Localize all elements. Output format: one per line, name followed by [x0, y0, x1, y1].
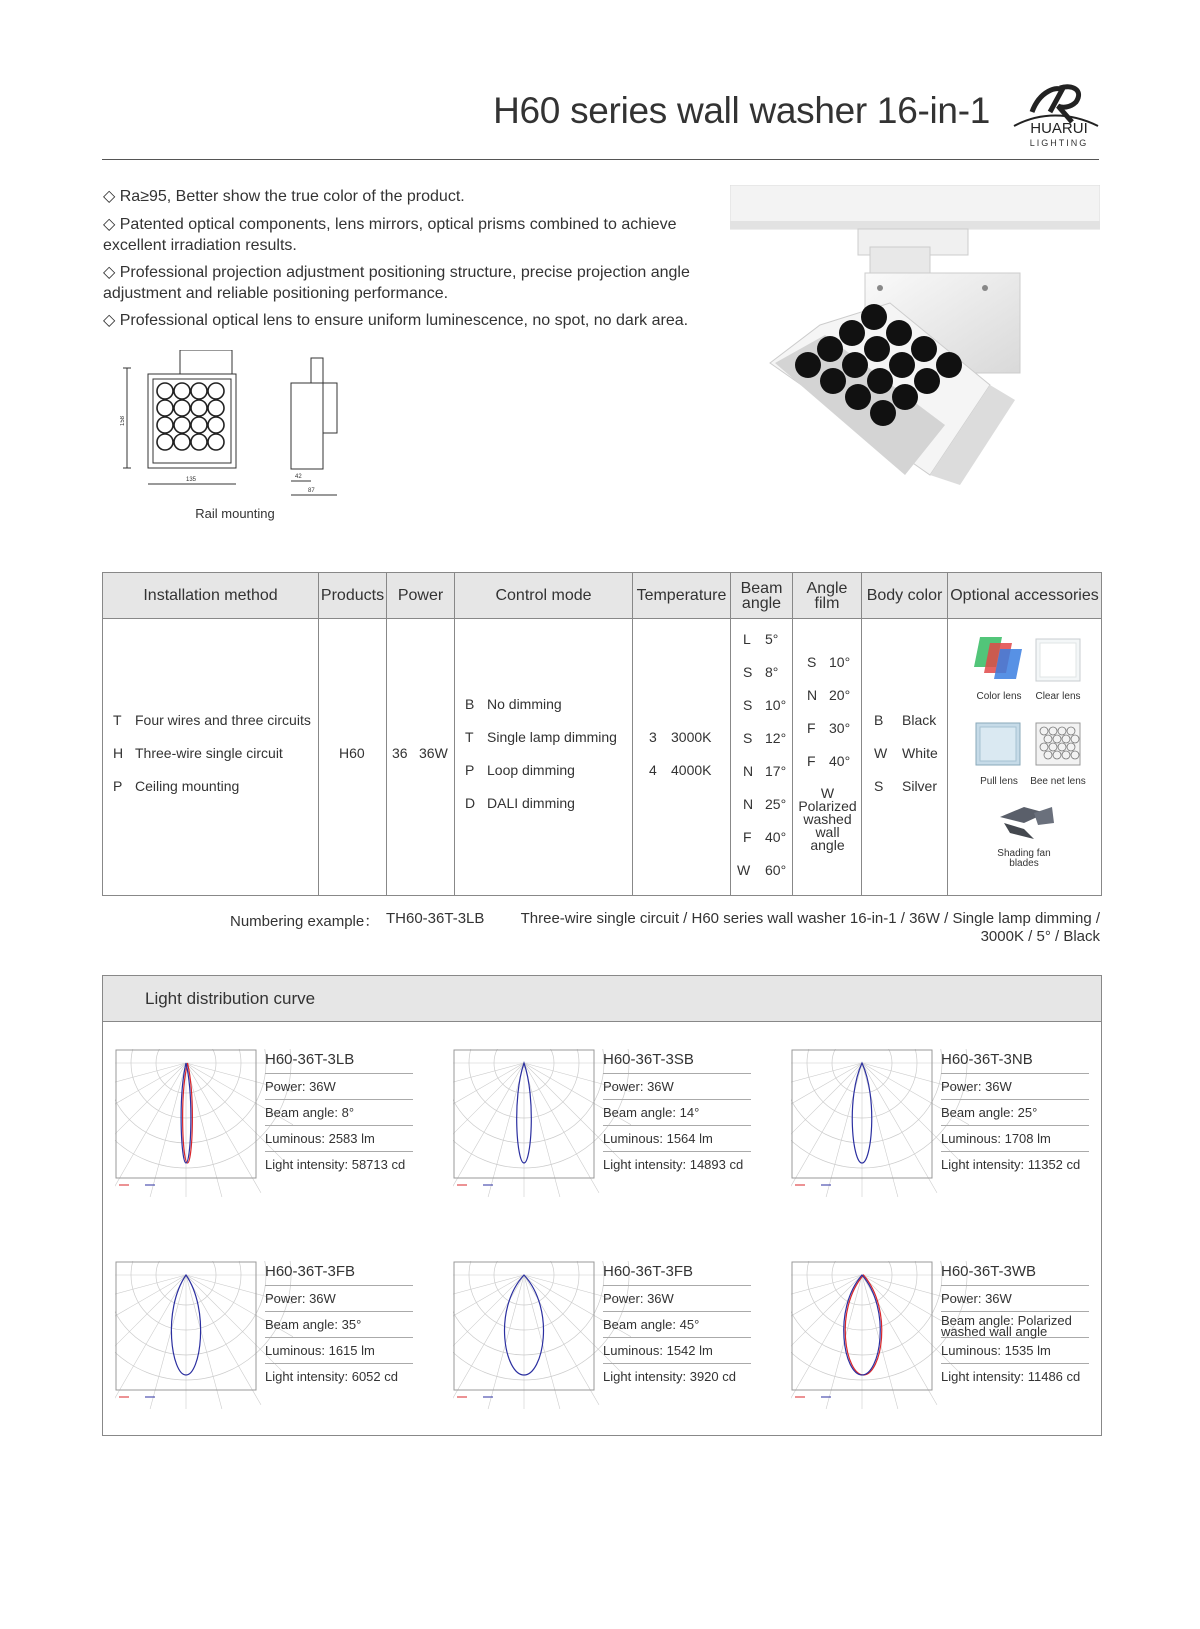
control-code: P [465, 762, 475, 778]
numbering-desc-line1: Three-wire single circuit / H60 series wall washer 16-in-1 / 36W / Single lamp dimming / [520, 910, 1100, 927]
control-option [465, 696, 562, 712]
curve-beam-angle: Beam angle: 35° [265, 1312, 413, 1338]
control-label: Loop dimming [487, 762, 575, 778]
header-installation: Installation method [103, 573, 319, 619]
beam-label: 5° [765, 631, 779, 647]
angle-film-w-code: W [820, 785, 835, 801]
angle-film-option [807, 687, 850, 703]
curve-model-name: H60-36T-3FB [265, 1263, 413, 1286]
installation-label: Four wires and three circuits [135, 712, 311, 728]
angle-film-label: 10° [829, 654, 851, 670]
beam-code: S [743, 697, 753, 713]
dim-width: 135 [186, 477, 197, 483]
header-angle-film [793, 573, 862, 619]
color-lens-icon [972, 633, 1026, 683]
clear-lens-label: Clear lens [1035, 691, 1081, 702]
header-accessories: Optional accessories [948, 573, 1101, 619]
light-distribution-title: Light distribution curve [145, 989, 316, 1008]
beam-code: F [743, 829, 752, 845]
temperature-code: 3 [649, 729, 657, 745]
dim-height: 158 [120, 415, 126, 426]
angle-film-option [807, 720, 850, 736]
temperature-code: 4 [649, 762, 657, 778]
curve-power: Power: 36W [265, 1074, 413, 1100]
curve-intensity: Light intensity: 14893 cd [603, 1157, 744, 1172]
logo-text: HUARUI [1030, 120, 1088, 137]
curve-info [603, 1263, 751, 1390]
curve-luminous: Luminous: 1564 lm [603, 1126, 751, 1152]
col-angle-film [793, 619, 862, 895]
installation-label: Three-wire single circuit [135, 745, 283, 761]
beam-code: N [743, 796, 754, 812]
col-power [387, 619, 455, 895]
col-body-color [862, 619, 948, 895]
beam-option [743, 730, 786, 746]
curve-luminous: Luminous: 1542 lm [603, 1338, 751, 1364]
beam-code: S [743, 664, 753, 680]
beam-code: S [743, 730, 753, 746]
curve-intensity: Light intensity: 11486 cd [941, 1369, 1081, 1384]
curve-beam-line2: washed wall angle [941, 1324, 1048, 1339]
body-code: B [874, 712, 884, 728]
curve-intensity: Light intensity: 58713 cd [265, 1157, 406, 1172]
beam-option [743, 796, 786, 812]
angle-film-code: F [807, 753, 816, 769]
beam-label: 8° [765, 664, 779, 680]
angle-film-polarized [793, 787, 862, 852]
body-option [874, 778, 937, 794]
curve-power: Power: 36W [265, 1286, 413, 1312]
col-beam-angle [731, 619, 793, 895]
curve-intensity: Light intensity: 3920 cd [603, 1369, 736, 1384]
header-body-color: Body color [862, 573, 948, 619]
curve-model-name: H60-36T-3WB [941, 1263, 1089, 1286]
light-distribution-section [102, 975, 1102, 1436]
installation-option [113, 778, 239, 794]
curve-info [941, 1051, 1089, 1178]
color-lens-label: Color lens [976, 691, 1022, 702]
clear-lens-icon [1034, 637, 1082, 683]
angle-film-code: N [807, 687, 818, 703]
control-option [465, 762, 575, 778]
col-products [319, 619, 387, 895]
angle-film-w-line2: washed [803, 811, 852, 827]
body-label: Black [902, 712, 937, 728]
temperature-option [649, 729, 711, 745]
curve-model-name: H60-36T-3SB [603, 1051, 751, 1074]
curve-beam-angle: Beam angle: 14° [603, 1100, 751, 1126]
angle-film-code: S [807, 654, 817, 670]
installation-code: P [113, 778, 123, 794]
installation-code: T [113, 712, 122, 728]
light-distribution-header [103, 976, 1101, 1022]
beam-label: 12° [765, 730, 787, 746]
header-divider [102, 159, 1099, 160]
spec-table [102, 572, 1102, 896]
power-code: 36 [392, 745, 408, 761]
dim-side1: 42 [295, 474, 302, 480]
angle-film-option [807, 654, 850, 670]
control-option [465, 729, 617, 745]
beam-option [743, 664, 778, 680]
curve-power: Power: 36W [941, 1286, 1089, 1312]
temperature-label: 4000K [671, 762, 712, 778]
control-label: Single lamp dimming [487, 729, 617, 745]
feature-lens: ◇ Professional optical lens to ensure uniform luminescence, no spot, no dark area. [103, 312, 689, 329]
col-temperature [633, 619, 731, 895]
body-option [874, 712, 936, 728]
control-code: T [465, 729, 474, 745]
bee-net-lens-label: Bee net lens [1030, 776, 1086, 787]
control-label: DALI dimming [487, 795, 575, 811]
curve-luminous: Luminous: 1708 lm [941, 1126, 1089, 1152]
curve-beam-angle: Beam angle: 25° [941, 1100, 1089, 1126]
body-label: Silver [902, 778, 938, 794]
beam-code: N [743, 763, 754, 779]
bee-net-lens-icon [1034, 721, 1082, 767]
installation-option [113, 712, 311, 728]
installation-code: H [113, 745, 124, 761]
shading-fan-label [984, 849, 1064, 869]
power-value: 36W [419, 745, 448, 761]
curve-luminous: Luminous: 2583 lm [265, 1126, 413, 1152]
body-code: W [874, 745, 888, 761]
control-code: D [465, 795, 476, 811]
col-control [455, 619, 633, 895]
curve-model-name: H60-36T-3LB [265, 1051, 413, 1074]
curve-model-name: H60-36T-3FB [603, 1263, 751, 1286]
header-beam-line2: angle [741, 594, 782, 612]
col-accessories [948, 619, 1101, 895]
curve-info [265, 1263, 413, 1390]
installation-option [113, 745, 283, 761]
curve-power: Power: 36W [941, 1074, 1089, 1100]
control-label: No dimming [487, 696, 562, 712]
beam-option [743, 829, 786, 845]
header-control: Control mode [455, 573, 633, 619]
curve-beam-line1: Beam angle: Polarized [941, 1313, 1072, 1328]
beam-option [743, 631, 778, 647]
curve-power: Power: 36W [603, 1286, 751, 1312]
numbering-label: Numbering example： [230, 913, 380, 930]
beam-label: 10° [765, 697, 787, 713]
curve-intensity: Light intensity: 6052 cd [265, 1369, 398, 1384]
angle-film-code: F [807, 720, 816, 736]
header-angle-line1: Angle [806, 579, 848, 597]
page-title: H60 series wall washer 16-in-1 [493, 90, 990, 131]
header-beam [731, 573, 793, 619]
shading-fan-blades-icon [994, 803, 1058, 843]
body-code: S [874, 778, 884, 794]
power-option [392, 745, 448, 761]
curve-beam-angle: Beam angle: 45° [603, 1312, 751, 1338]
product-photo [730, 185, 1100, 485]
body-option [874, 745, 938, 761]
beam-label: 25° [765, 796, 787, 812]
beam-label: 17° [765, 763, 787, 779]
dim-side2: 87 [308, 488, 315, 494]
beam-option [737, 862, 786, 878]
control-option [465, 795, 575, 811]
numbering-desc-line2: 3000K / 5° / Black [980, 928, 1100, 945]
technical-drawing [120, 350, 360, 510]
curve-info [603, 1051, 751, 1178]
body-label: White [902, 745, 938, 761]
beam-label: 60° [765, 862, 787, 878]
logo-subtext: LIGHTING [1029, 138, 1089, 148]
installation-label: Ceiling mounting [135, 778, 240, 794]
beam-code: W [737, 862, 751, 878]
beam-label: 40° [765, 829, 787, 845]
curve-intensity: Light intensity: 11352 cd [941, 1157, 1081, 1172]
beam-option [743, 697, 786, 713]
control-code: B [465, 696, 475, 712]
numbering-code: TH60-36T-3LB [386, 910, 485, 927]
col-installation [103, 619, 319, 895]
product-value: H60 [339, 745, 365, 761]
drawing-caption: Rail mounting [195, 506, 275, 521]
pull-lens-icon [974, 721, 1022, 767]
curve-model-name: H60-36T-3NB [941, 1051, 1089, 1074]
pull-lens-label: Pull lens [980, 776, 1018, 787]
header-angle-line2: film [814, 594, 840, 612]
angle-film-w-line4: angle [810, 837, 845, 853]
header-power: Power [387, 573, 455, 619]
temperature-option [649, 762, 711, 778]
angle-film-label: 40° [829, 753, 851, 769]
numbering-description [505, 910, 1100, 946]
header-temperature: Temperature [633, 573, 731, 619]
header-products: Products [319, 573, 387, 619]
beam-code: L [743, 631, 751, 647]
curve-power: Power: 36W [603, 1074, 751, 1100]
feature-optics: ◇ Patented optical components, lens mirrors, optical prisms combined to achieve excellent irradiation results. [103, 216, 677, 254]
curve-beam-angle [941, 1312, 1089, 1338]
header-beam-line1: Beam [740, 579, 783, 597]
beam-option [743, 763, 786, 779]
feature-ra: ◇ Ra≥95, Better show the true color of the product. [103, 188, 465, 205]
curve-luminous: Luminous: 1535 lm [941, 1338, 1089, 1364]
temperature-label: 3000K [671, 729, 712, 745]
angle-film-w-line3: wall [815, 824, 840, 840]
shading-fan-line1: Shading fan [997, 848, 1051, 859]
curve-luminous: Luminous: 1615 lm [265, 1338, 413, 1364]
curve-info [265, 1051, 413, 1178]
angle-film-w-line1: Polarized [798, 798, 857, 814]
curve-beam-angle: Beam angle: 8° [265, 1100, 413, 1126]
angle-film-label: 30° [829, 720, 851, 736]
angle-film-option [807, 753, 850, 769]
curve-info [941, 1263, 1089, 1390]
shading-fan-line2: blades [1009, 858, 1039, 869]
angle-film-label: 20° [829, 687, 851, 703]
feature-projection: ◇ Professional projection adjustment positioning structure, precise projection angle adjustment and reliable positioning performance. [103, 264, 690, 302]
